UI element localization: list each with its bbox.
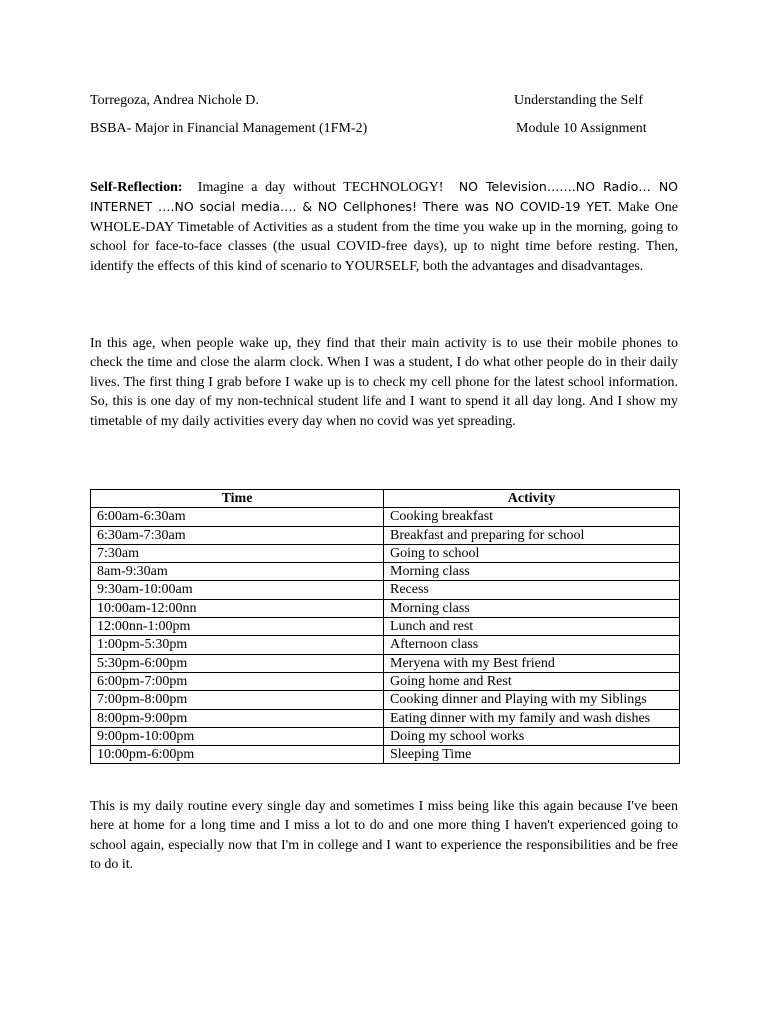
header-row-1 — [90, 91, 678, 111]
program-name: BSBA- Major in Financial Management (1FM-2) — [90, 121, 368, 136]
activity-cell: Cooking dinner and Playing with my Siblings — [384, 691, 680, 709]
activity-cell: Sleeping Time — [384, 746, 680, 764]
table-row — [91, 672, 680, 690]
prompt-text-b: NO Television…….NO Radio… NO INTERNET ….NO social media…. & NO Cellphones! There was NO COVID-19 YET. — [90, 179, 679, 215]
table-row — [91, 709, 680, 727]
table-row — [91, 508, 680, 526]
time-cell: 8am-9:30am — [91, 563, 384, 581]
table-row — [91, 746, 680, 764]
activity-cell: Lunch and rest — [384, 618, 680, 636]
table-row — [91, 636, 680, 654]
time-column-header: Time — [91, 490, 384, 508]
time-cell: 9:30am-10:00am — [91, 581, 384, 599]
intro-paragraph: In this age, when people wake up, they find that their main activity is to use their mobile phones to check the time and close the alarm clock. When I was a student, I do what other people do in their daily lives. The first thing I grab before I wake up is to check my cell phone for the latest school information. So, this is one day of my non-technical student life and I want to spend it all day long. And I show my timetable of my daily activities every day when no covid was yet spreading. — [90, 336, 678, 429]
course-title: Understanding the Self — [514, 93, 644, 108]
activity-cell: Going home and Rest — [384, 672, 680, 690]
self-reflection-prompt — [90, 177, 678, 276]
document-page — [90, 0, 678, 1024]
time-cell: 9:00pm-10:00pm — [91, 727, 384, 745]
time-cell: 6:00am-6:30am — [91, 508, 384, 526]
prompt-text-a: Imagine a day without TECHNOLOGY! — [197, 180, 444, 195]
time-cell: 7:00pm-8:00pm — [91, 691, 384, 709]
table-row — [91, 526, 680, 544]
activity-cell: Afternoon class — [384, 636, 680, 654]
author-name: Torregoza, Andrea Nichole D. — [90, 93, 259, 108]
activity-cell: Cooking breakfast — [384, 508, 680, 526]
activity-column-header: Activity — [384, 490, 680, 508]
closing-paragraph: This is my daily routine every single day and sometimes I miss being like this again because I've been here at home for a long time and I miss a lot to do and one more thing I haven't experienced going to school again, especially now that I'm in college and I want to experience the responsibilities and be free to do it. — [90, 799, 678, 873]
table-row — [91, 727, 680, 745]
table-row — [91, 544, 680, 562]
time-cell: 10:00pm-6:00pm — [91, 746, 384, 764]
time-cell: 1:00pm-5:30pm — [91, 636, 384, 654]
time-cell: 5:30pm-6:00pm — [91, 654, 384, 672]
timetable-header-row — [91, 490, 680, 508]
table-row — [91, 654, 680, 672]
activity-cell: Meryena with my Best friend — [384, 654, 680, 672]
activity-cell: Morning class — [384, 563, 680, 581]
time-cell: 10:00am-12:00nn — [91, 599, 384, 617]
time-cell: 6:30am-7:30am — [91, 526, 384, 544]
activity-cell: Morning class — [384, 599, 680, 617]
table-row — [91, 563, 680, 581]
header-row-2 — [90, 119, 678, 139]
activity-cell: Going to school — [384, 544, 680, 562]
table-row — [91, 618, 680, 636]
prompt-text-c: Make One WHOLE-DAY Timetable of Activities as a student from the time you wake up in the morning, going to school for face-to-face classes (the usual COVID-free days), up to night time before resting. Then, identify the effects of this kind of scenario to YOURSELF, both the advantages and disadvantages. — [90, 200, 679, 274]
assignment-title: Module 10 Assignment — [516, 121, 647, 136]
time-cell: 8:00pm-9:00pm — [91, 709, 384, 727]
activity-cell: Breakfast and preparing for school — [384, 526, 680, 544]
time-cell: 7:30am — [91, 544, 384, 562]
time-cell: 12:00nn-1:00pm — [91, 618, 384, 636]
time-cell: 6:00pm-7:00pm — [91, 672, 384, 690]
table-row — [91, 691, 680, 709]
activity-cell: Recess — [384, 581, 680, 599]
table-row — [91, 599, 680, 617]
table-row — [91, 581, 680, 599]
prompt-label: Self-Reflection: — [90, 180, 183, 195]
activity-cell: Eating dinner with my family and wash dishes — [384, 709, 680, 727]
activity-cell: Doing my school works — [384, 727, 680, 745]
timetable — [90, 489, 680, 764]
